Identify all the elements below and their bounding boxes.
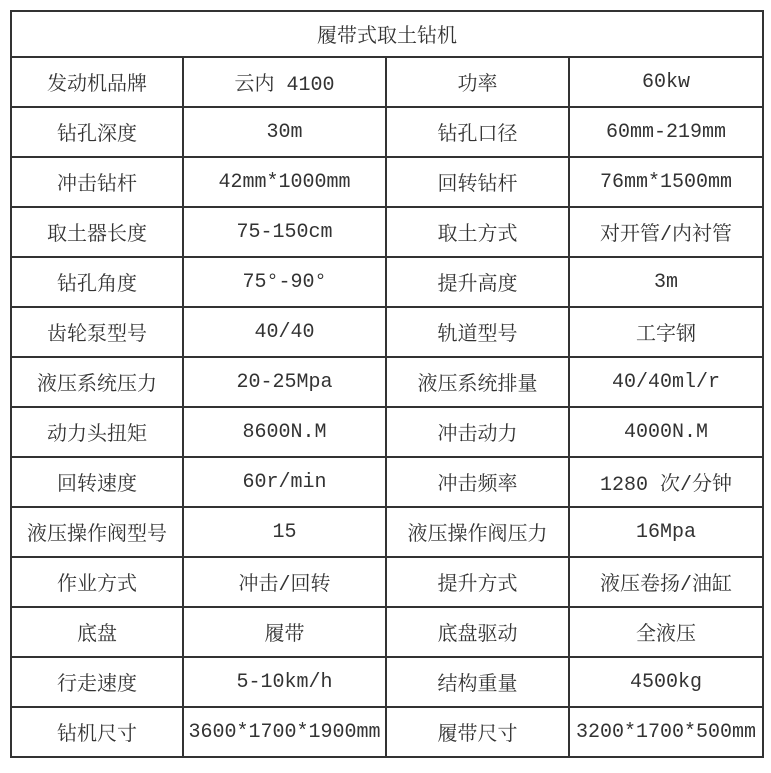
spec-value: 40/40ml/r xyxy=(569,357,763,407)
table-row xyxy=(11,707,763,757)
spec-label: 结构重量 xyxy=(386,657,569,707)
table-row xyxy=(11,157,763,207)
spec-label: 底盘 xyxy=(11,607,183,657)
spec-value: 全液压 xyxy=(569,607,763,657)
spec-value: 液压卷扬/油缸 xyxy=(569,557,763,607)
spec-label: 液压系统压力 xyxy=(11,357,183,407)
spec-label: 液压操作阀型号 xyxy=(11,507,183,557)
spec-value: 75°-90° xyxy=(183,257,386,307)
spec-value: 对开管/内衬管 xyxy=(569,207,763,257)
table-row xyxy=(11,557,763,607)
spec-value: 76mm*1500mm xyxy=(569,157,763,207)
spec-label: 液压操作阀压力 xyxy=(386,507,569,557)
table-title-row xyxy=(11,11,763,57)
spec-label: 提升方式 xyxy=(386,557,569,607)
spec-label: 钻机尺寸 xyxy=(11,707,183,757)
table-row xyxy=(11,457,763,507)
spec-value: 工字钢 xyxy=(569,307,763,357)
spec-label: 发动机品牌 xyxy=(11,57,183,107)
table-row xyxy=(11,407,763,457)
spec-value: 75-150cm xyxy=(183,207,386,257)
spec-label: 取土器长度 xyxy=(11,207,183,257)
table-row xyxy=(11,607,763,657)
table-row xyxy=(11,207,763,257)
spec-label: 冲击钻杆 xyxy=(11,157,183,207)
spec-value: 40/40 xyxy=(183,307,386,357)
table-row xyxy=(11,357,763,407)
spec-label: 钻孔深度 xyxy=(11,107,183,157)
spec-label: 钻孔角度 xyxy=(11,257,183,307)
spec-label: 轨道型号 xyxy=(386,307,569,357)
spec-value: 1280 次/分钟 xyxy=(569,457,763,507)
table-row xyxy=(11,657,763,707)
table-row xyxy=(11,107,763,157)
spec-value: 3200*1700*500mm xyxy=(569,707,763,757)
spec-value: 20-25Mpa xyxy=(183,357,386,407)
spec-value: 8600N.M xyxy=(183,407,386,457)
spec-value: 4000N.M xyxy=(569,407,763,457)
spec-label: 底盘驱动 xyxy=(386,607,569,657)
spec-value: 60mm-219mm xyxy=(569,107,763,157)
spec-label: 作业方式 xyxy=(11,557,183,607)
spec-label: 冲击频率 xyxy=(386,457,569,507)
spec-label: 功率 xyxy=(386,57,569,107)
spec-label: 履带尺寸 xyxy=(386,707,569,757)
table-row xyxy=(11,257,763,307)
spec-label: 回转钻杆 xyxy=(386,157,569,207)
spec-value: 3600*1700*1900mm xyxy=(183,707,386,757)
spec-value: 3m xyxy=(569,257,763,307)
spec-table-container xyxy=(10,10,764,758)
table-title: 履带式取土钻机 xyxy=(11,11,763,57)
spec-value: 15 xyxy=(183,507,386,557)
spec-value: 16Mpa xyxy=(569,507,763,557)
spec-value: 60kw xyxy=(569,57,763,107)
spec-label: 动力头扭矩 xyxy=(11,407,183,457)
table-row xyxy=(11,57,763,107)
spec-value: 42mm*1000mm xyxy=(183,157,386,207)
spec-label: 行走速度 xyxy=(11,657,183,707)
spec-label: 液压系统排量 xyxy=(386,357,569,407)
spec-value: 60r/min xyxy=(183,457,386,507)
drill-spec-table xyxy=(10,10,764,758)
spec-value: 4500kg xyxy=(569,657,763,707)
spec-value: 履带 xyxy=(183,607,386,657)
spec-label: 齿轮泵型号 xyxy=(11,307,183,357)
spec-label: 钻孔口径 xyxy=(386,107,569,157)
spec-label: 回转速度 xyxy=(11,457,183,507)
spec-label: 提升高度 xyxy=(386,257,569,307)
spec-value: 冲击/回转 xyxy=(183,557,386,607)
table-row xyxy=(11,307,763,357)
table-row xyxy=(11,507,763,557)
spec-value: 云内 4100 xyxy=(183,57,386,107)
spec-label: 冲击动力 xyxy=(386,407,569,457)
spec-value: 5-10km/h xyxy=(183,657,386,707)
spec-value: 30m xyxy=(183,107,386,157)
spec-label: 取土方式 xyxy=(386,207,569,257)
